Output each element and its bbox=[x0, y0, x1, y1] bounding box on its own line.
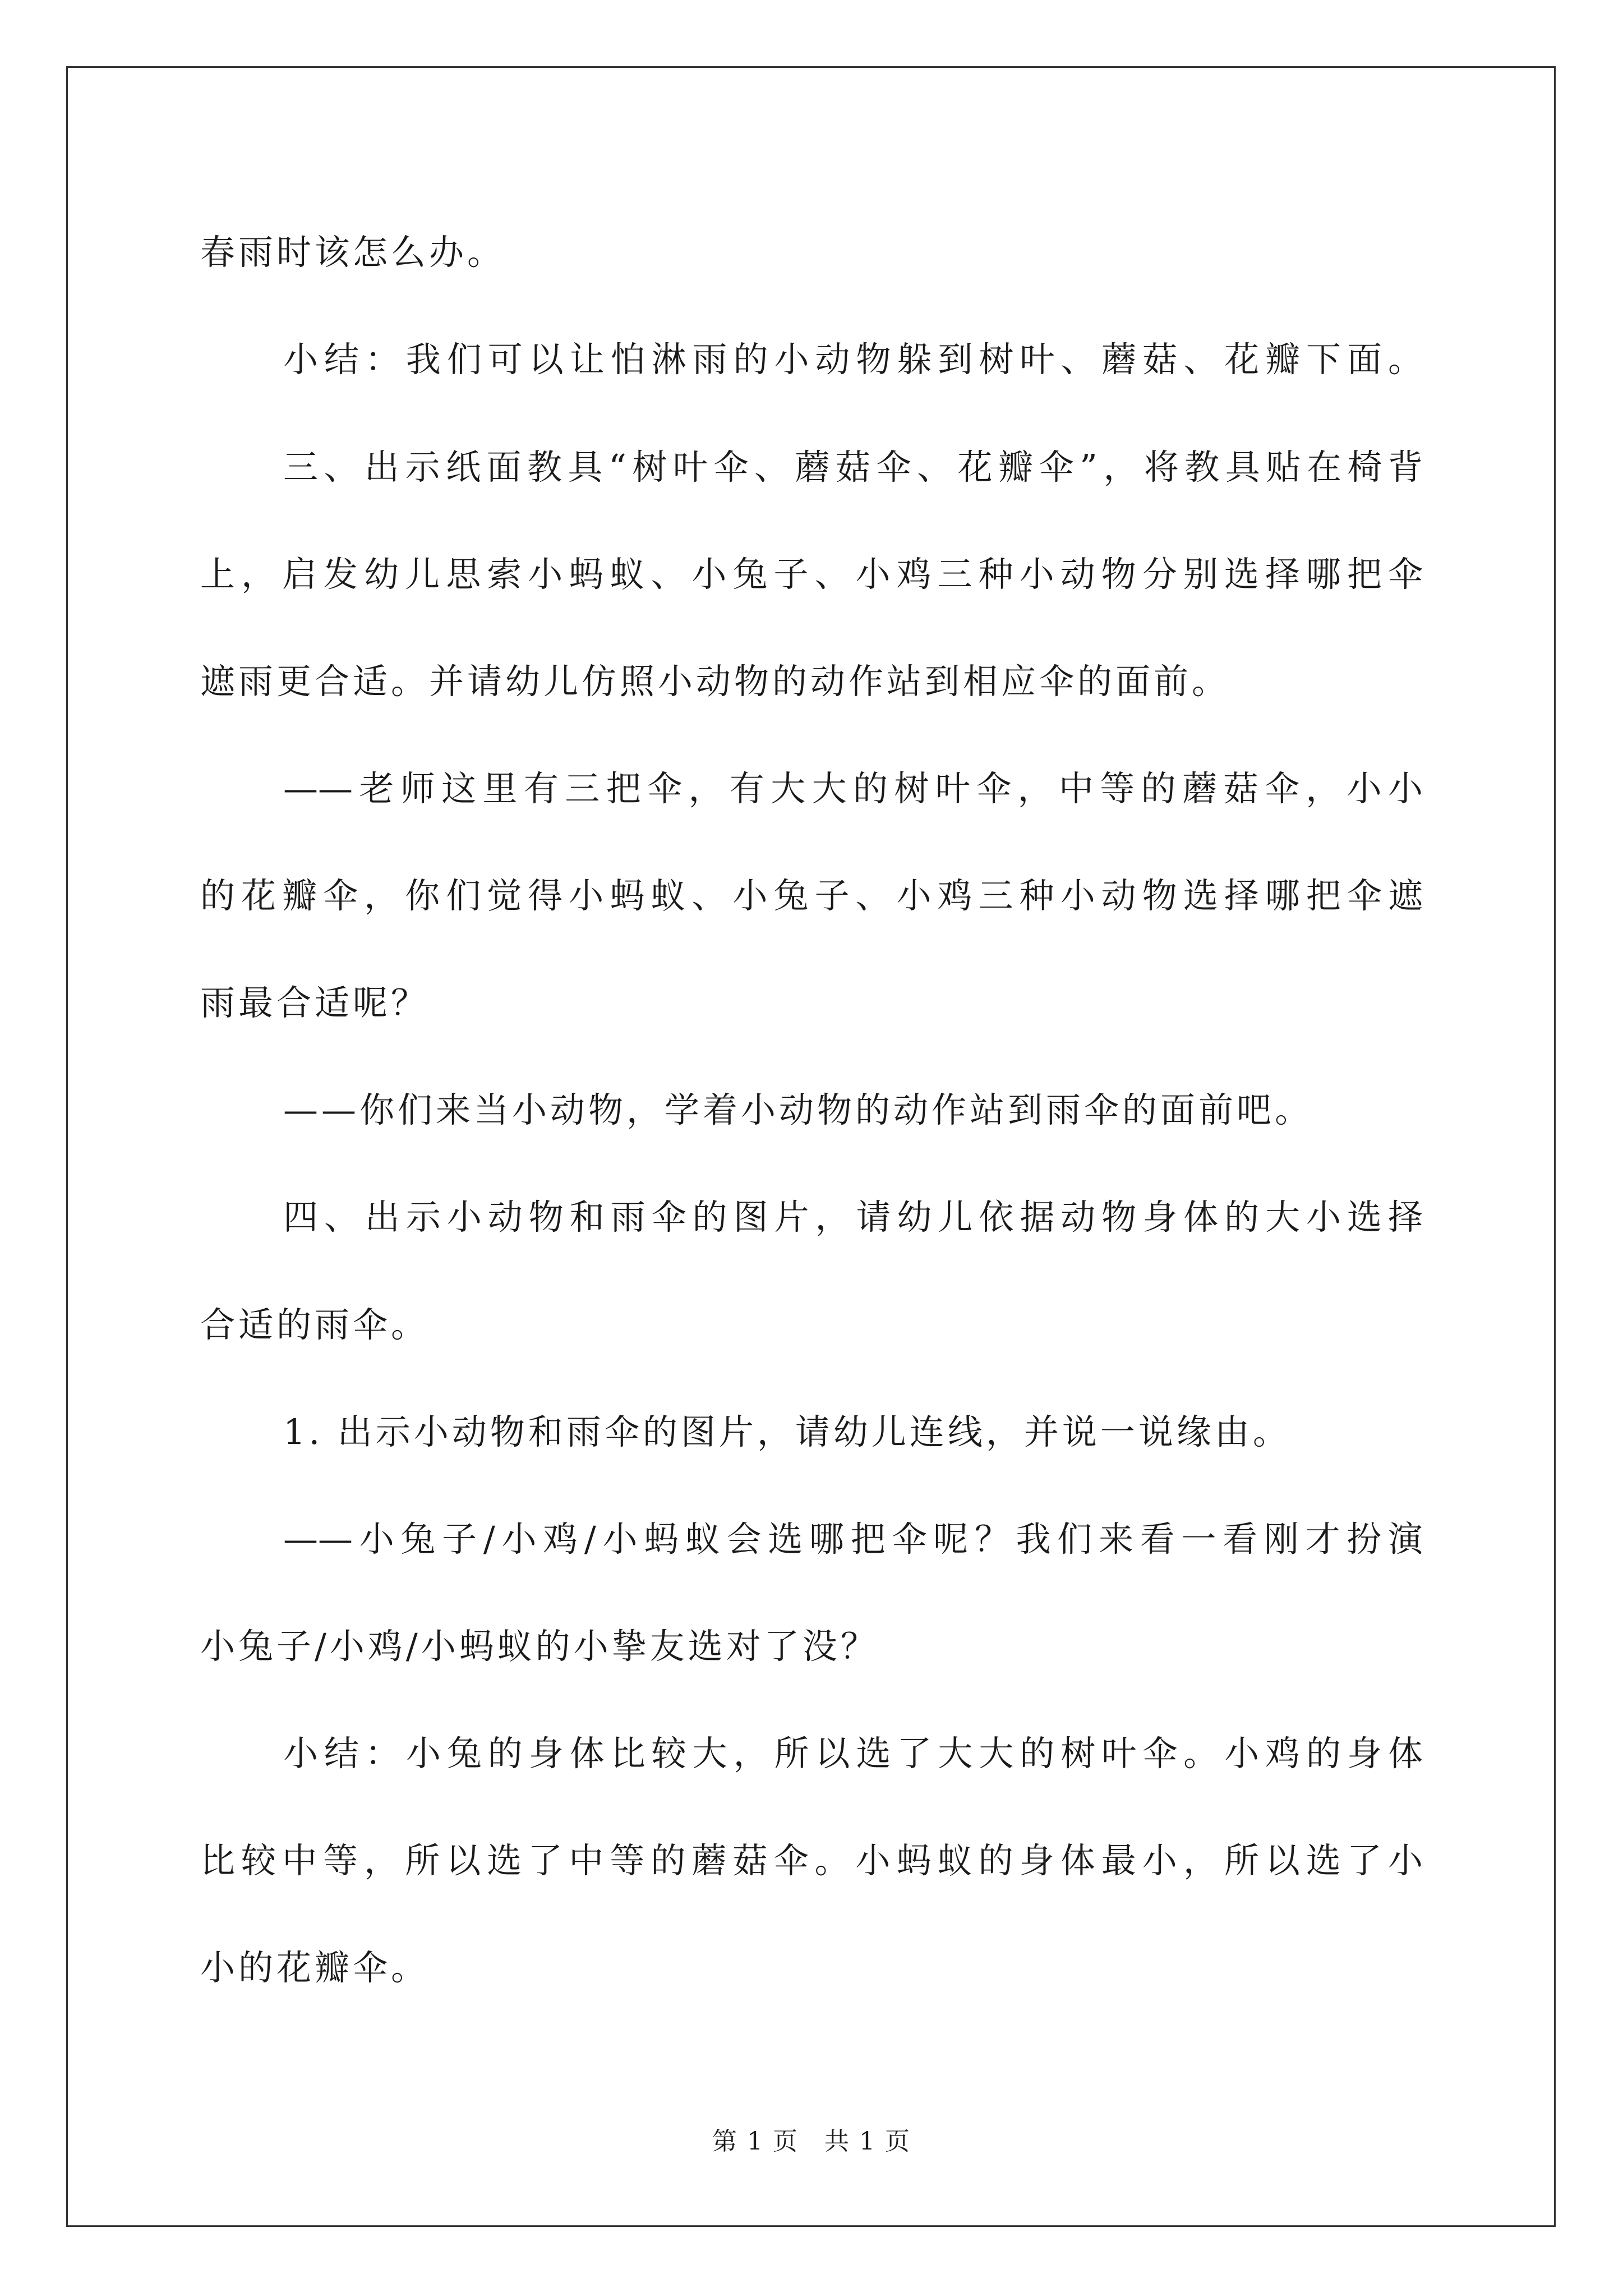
text-line: 小的花瓣伞。 bbox=[200, 1947, 430, 1988]
text-line: 春雨时该怎么办。 bbox=[200, 232, 506, 273]
text-line: 四、出示小动物和雨伞的图片，请幼儿依据动物身体的大小选择 bbox=[283, 1197, 1423, 1237]
text-line: 的花瓣伞，你们觉得小蚂蚁、小兔子、小鸡三种小动物选择哪把伞遮 bbox=[200, 875, 1423, 916]
text-line: 小结：小兔的身体比较大，所以选了大大的树叶伞。小鸡的身体 bbox=[283, 1733, 1423, 1774]
text-line: 比较中等，所以选了中等的蘑菇伞。小蚂蚁的身体最小，所以选了小 bbox=[200, 1840, 1423, 1881]
text-line: 雨最合适呢？ bbox=[200, 982, 430, 1023]
text-line: ——你们来当小动物，学着小动物的动作站到雨伞的面前吧。 bbox=[283, 1089, 1313, 1130]
text-line: 遮雨更合适。并请幼儿仿照小动物的动作站到相应伞的面前。 bbox=[200, 661, 1230, 702]
page-border bbox=[66, 66, 1556, 2227]
text-line: 上，启发幼儿思索小蚂蚁、小兔子、小鸡三种小动物分别选择哪把伞 bbox=[200, 554, 1423, 595]
text-line: 小兔子/小鸡/小蚂蚁的小挚友选对了没？ bbox=[200, 1626, 879, 1667]
text-line: 三、出示纸面教具“树叶伞、蘑菇伞、花瓣伞”，将教具贴在椅背 bbox=[283, 447, 1423, 487]
text-line: 小结：我们可以让怕淋雨的小动物躲到树叶、蘑菇、花瓣下面。 bbox=[283, 339, 1423, 380]
text-line: 合适的雨伞。 bbox=[200, 1304, 430, 1345]
text-line: ——小兔子/小鸡/小蚂蚁会选哪把伞呢？我们来看一看刚才扮演 bbox=[283, 1519, 1423, 1559]
text-line: ——老师这里有三把伞，有大大的树叶伞，中等的蘑菇伞，小小 bbox=[283, 768, 1423, 809]
text-line: 1. 出示小动物和雨伞的图片，请幼儿连线，并说一说缘由。 bbox=[283, 1411, 1291, 1452]
page-footer: 第 1 页 共 1 页 bbox=[712, 2127, 911, 2156]
